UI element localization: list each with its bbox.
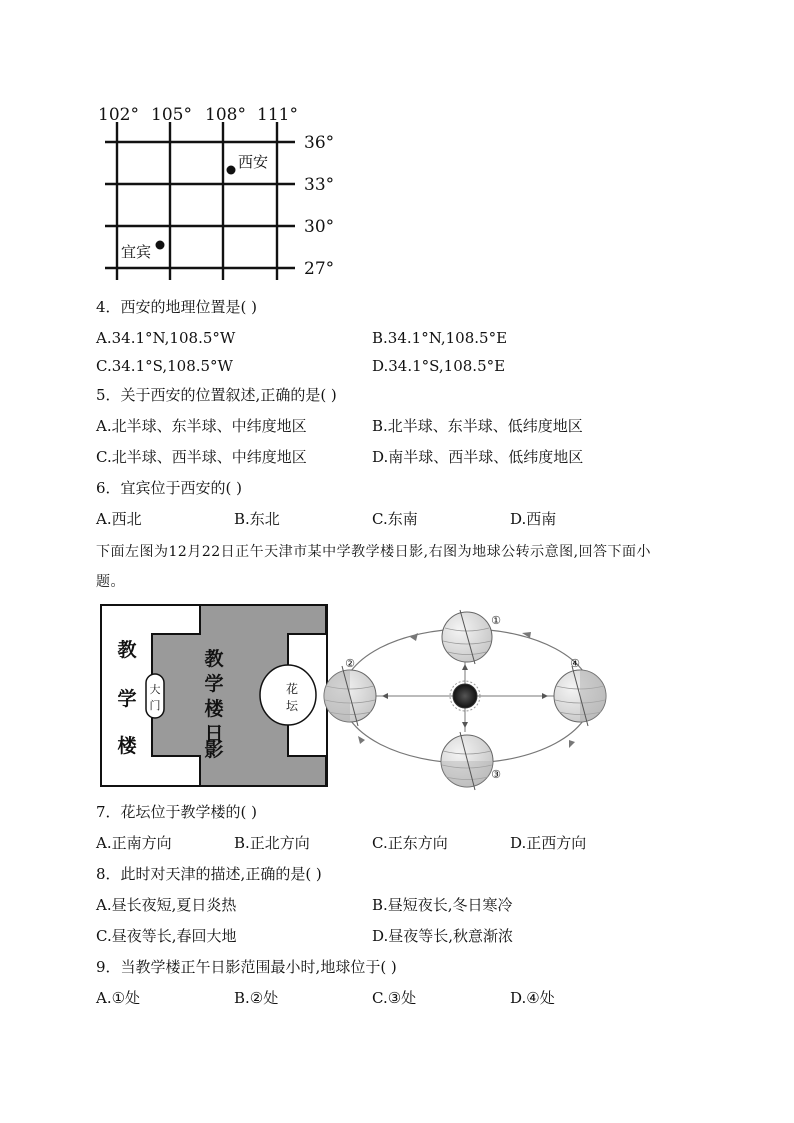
building-label — [117, 638, 137, 757]
question-5-number: 5． — [96, 386, 121, 404]
svg-text:教: 教 — [204, 648, 224, 670]
svg-text:学: 学 — [117, 688, 137, 710]
q9-option-d[interactable]: D.④处 — [510, 989, 555, 1007]
question-5-text: 关于西安的位置叙述,正确的是( ) — [120, 386, 337, 404]
q6-option-d[interactable]: D.西南 — [510, 510, 557, 528]
svg-text:教: 教 — [117, 639, 137, 661]
question-6-number: 6． — [96, 479, 121, 497]
q6-option-a[interactable]: A.西北 — [96, 510, 142, 528]
question-8-number: 8． — [96, 865, 121, 883]
q7-option-b[interactable]: B.正北方向 — [234, 834, 310, 852]
question-5 — [96, 385, 337, 405]
question-6-text: 宜宾位于西安的( ) — [120, 479, 243, 497]
q8-option-b[interactable]: B.昼短夜长,冬日寒冷 — [372, 896, 513, 914]
q6-option-b[interactable]: B.东北 — [234, 510, 280, 528]
earth-position-1 — [442, 610, 492, 664]
question-9-number: 9． — [96, 958, 121, 976]
lat-label-27: 27° — [304, 259, 335, 279]
yibin-label: 宜宾 — [121, 243, 152, 261]
label-position-1: ① — [491, 614, 501, 627]
lat-label-33: 33° — [304, 175, 335, 195]
q5-option-b[interactable]: B.北半球、东半球、低纬度地区 — [372, 417, 583, 435]
building-shadow-diagram — [100, 604, 328, 788]
earth-orbit-diagram — [320, 604, 620, 794]
lon-label-108: 108° — [205, 105, 246, 125]
yibin-marker — [156, 241, 165, 250]
question-7-text: 花坛位于教学楼的( ) — [120, 803, 258, 821]
intro-paragraph — [96, 537, 706, 597]
q9-option-c[interactable]: C.③处 — [372, 989, 417, 1007]
lon-label-105: 105° — [151, 105, 192, 125]
q5-option-a[interactable]: A.北半球、东半球、中纬度地区 — [96, 417, 307, 435]
question-4 — [96, 297, 257, 317]
q5-option-d[interactable]: D.南半球、西半球、低纬度地区 — [372, 448, 584, 466]
q4-option-b[interactable]: B.34.1°N,108.5°E — [372, 329, 508, 347]
xian-label: 西安 — [238, 153, 269, 171]
label-position-3: ③ — [491, 768, 501, 781]
intro-line-2: 题。 — [96, 574, 125, 590]
svg-text:日: 日 — [204, 723, 224, 745]
q6-option-c[interactable]: C.东南 — [372, 510, 418, 528]
svg-text:大: 大 — [149, 683, 161, 696]
lat-label-36: 36° — [304, 133, 335, 153]
sun — [453, 684, 477, 708]
q9-option-b[interactable]: B.②处 — [234, 989, 279, 1007]
earth-position-4 — [554, 666, 606, 726]
svg-text:楼: 楼 — [117, 735, 137, 757]
svg-text:楼: 楼 — [204, 698, 224, 720]
lat-label-30: 30° — [304, 217, 335, 237]
q7-option-d[interactable]: D.正西方向 — [510, 834, 587, 852]
lat-lon-grid-map — [95, 100, 345, 285]
q5-option-c[interactable]: C.北半球、西半球、中纬度地区 — [96, 448, 307, 466]
earth-position-2 — [324, 666, 376, 726]
earth-position-3 — [441, 732, 493, 790]
svg-text:影: 影 — [204, 739, 224, 761]
xian-marker — [227, 166, 236, 175]
q9-option-a[interactable]: A.①处 — [96, 989, 141, 1007]
label-position-4: ④ — [570, 657, 580, 670]
label-position-2: ② — [345, 657, 355, 670]
q4-option-a[interactable]: A.34.1°N,108.5°W — [96, 329, 236, 347]
question-9 — [96, 957, 397, 977]
question-4-text: 西安的地理位置是( ) — [120, 298, 258, 316]
q8-option-a[interactable]: A.昼长夜短,夏日炎热 — [96, 896, 237, 914]
svg-text:门: 门 — [149, 699, 161, 712]
svg-text:花: 花 — [285, 682, 299, 696]
question-7-number: 7． — [96, 803, 121, 821]
question-9-text: 当教学楼正午日影范围最小时,地球位于( ) — [120, 958, 397, 976]
q4-option-d[interactable]: D.34.1°S,108.5°E — [372, 357, 506, 375]
svg-text:学: 学 — [204, 673, 224, 695]
question-7 — [96, 802, 257, 822]
intro-line-1: 下面左图为12月22日正午天津市某中学教学楼日影,右图为地球公转示意图,回答下面小 — [96, 544, 652, 560]
question-4-number: 4． — [96, 298, 121, 316]
q7-option-a[interactable]: A.正南方向 — [96, 834, 172, 852]
question-8 — [96, 864, 322, 884]
svg-text:坛: 坛 — [285, 699, 299, 713]
lon-label-102: 102° — [98, 105, 139, 125]
shadow-label — [204, 647, 224, 761]
q8-option-d[interactable]: D.昼夜等长,秋意渐浓 — [372, 927, 514, 945]
q8-option-c[interactable]: C.昼夜等长,春回大地 — [96, 927, 237, 945]
question-8-text: 此时对天津的描述,正确的是( ) — [120, 865, 322, 883]
q4-option-c[interactable]: C.34.1°S,108.5°W — [96, 357, 233, 375]
lon-label-111: 111° — [257, 105, 298, 125]
q7-option-c[interactable]: C.正东方向 — [372, 834, 448, 852]
question-6 — [96, 478, 242, 498]
